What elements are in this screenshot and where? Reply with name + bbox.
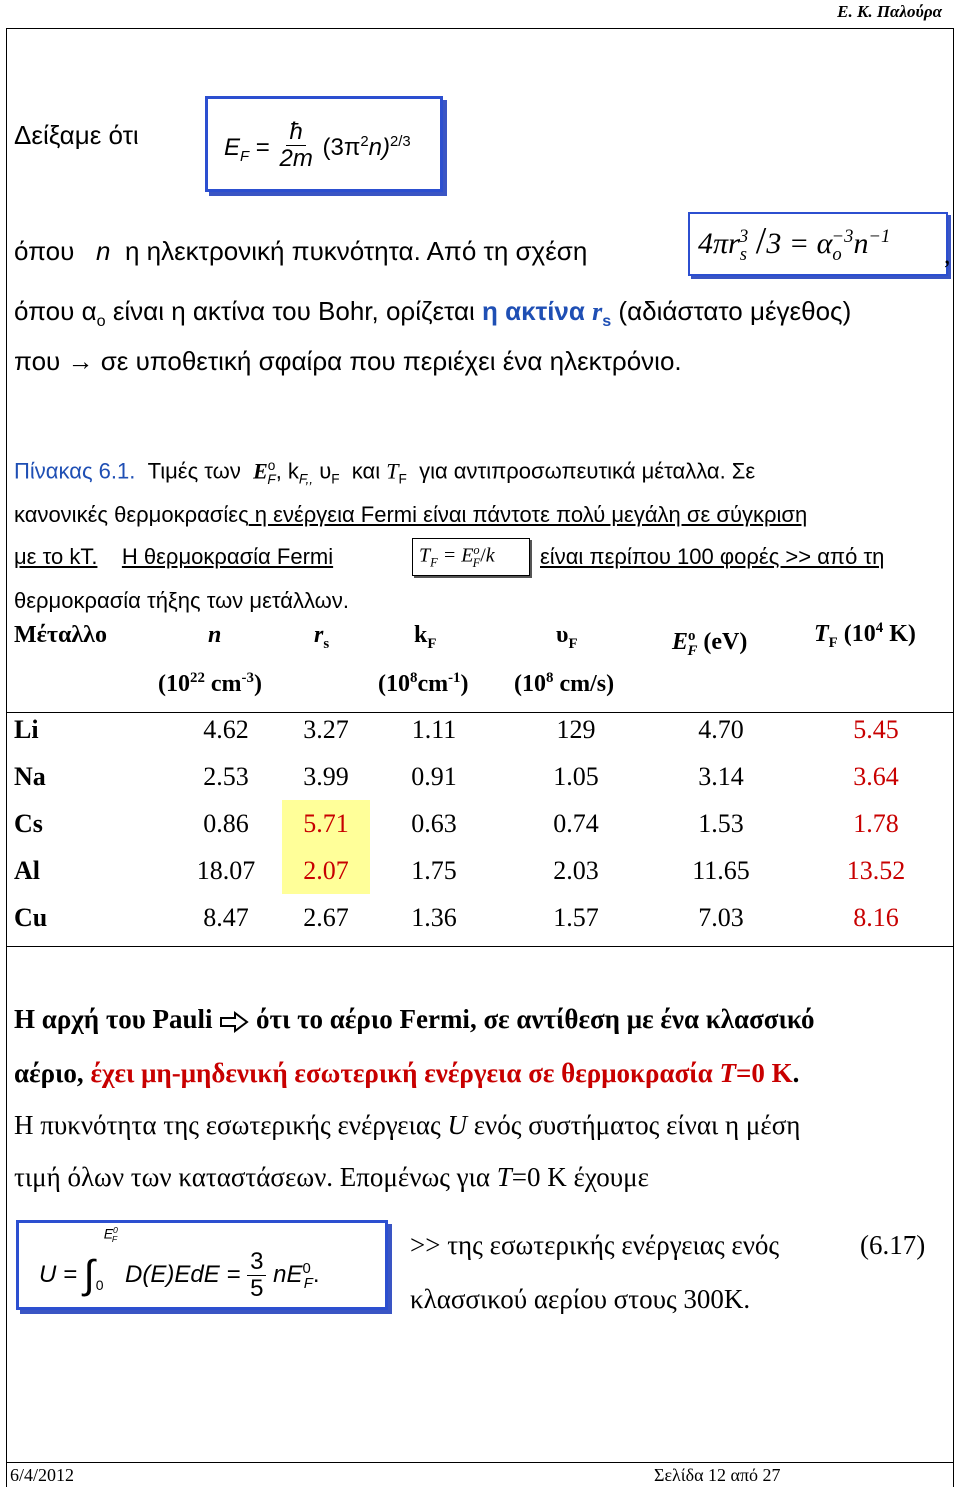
energy-line1: Η πυκνότητα της εσωτερικής ενέργειας U ενός συστήματος είναι η μέση bbox=[14, 1110, 801, 1140]
header-metal: Μέταλλο bbox=[14, 622, 107, 648]
hollow-right-arrow-icon bbox=[219, 1011, 249, 1033]
cell-n: 4.62 bbox=[203, 715, 249, 744]
header-n: n bbox=[208, 622, 222, 648]
top-rule bbox=[6, 28, 954, 29]
cell-rs: 3.99 bbox=[303, 762, 349, 791]
rs-relation: $4\pi r_s^3$ $/3 = \alpha_o^{-3}n^{-1}$ bbox=[698, 220, 891, 265]
side-note-line1: >> της εσωτερικής ενέργειας ενός bbox=[410, 1230, 780, 1260]
cell-kf: 0.91 bbox=[411, 762, 457, 791]
cell-tf: 13.52 bbox=[846, 856, 906, 885]
header-vf: $\upsilon_F$ bbox=[556, 622, 578, 652]
cell-tf: 3.64 bbox=[853, 762, 899, 791]
header-rs: $r_s$ bbox=[314, 622, 330, 652]
cell-ef: 7.03 bbox=[698, 903, 744, 932]
table-caption-line3-end: είναι περίπου 100 φορές >> από τη bbox=[540, 544, 885, 569]
cell-tf: 8.16 bbox=[853, 903, 899, 932]
cell-n: 8.47 bbox=[203, 903, 249, 932]
cell-vf: 2.03 bbox=[553, 856, 599, 885]
cell-metal: Li bbox=[14, 715, 39, 744]
header-kf: $k_F$ bbox=[414, 622, 437, 652]
pauli-line1: Η αρχή του Pauli ότι το αέριο Fermi, σε αντίθεση με ένα κλασσικό bbox=[14, 1004, 815, 1034]
cell-kf: 1.36 bbox=[411, 903, 457, 932]
table-row bbox=[6, 800, 954, 847]
cell-kf: 0.63 bbox=[411, 809, 457, 838]
cell-vf: 1.05 bbox=[553, 762, 599, 791]
header-ef: $E^o_F$ (eV) bbox=[672, 628, 748, 659]
cell-ef: 1.53 bbox=[698, 809, 744, 838]
fermi-energy-formula bbox=[205, 96, 443, 192]
internal-energy-formula: U = ∫ $E^0_F$ 0 D(E)EdE = $\frac{3}{5}$ $nE^0_F$. bbox=[16, 1220, 388, 1310]
cell-metal: Na bbox=[14, 762, 46, 791]
cell-n: 0.86 bbox=[203, 809, 249, 838]
table-caption-line2: κανονικές θερμοκρασίες η ενέργεια Fermi είναι πάντοτε πολύ μεγάλη σε σύγκριση bbox=[14, 502, 808, 527]
cell-ef: 3.14 bbox=[698, 762, 744, 791]
table-caption-line4: θερμοκρασία τήξης των μετάλλων. bbox=[14, 588, 349, 613]
table-row bbox=[6, 847, 954, 894]
energy-line2: τιμή όλων των καταστάσεων. Επομένως για T=0 K έχουμε bbox=[14, 1162, 649, 1192]
cell-ef: 11.65 bbox=[692, 856, 750, 885]
rs-relation-box bbox=[688, 212, 948, 276]
cell-tf: 1.78 bbox=[853, 809, 899, 838]
table-row bbox=[6, 706, 954, 753]
fermi-temperature-formula: $T_F = E^o_F/k$ bbox=[412, 538, 530, 576]
cell-vf: 1.57 bbox=[553, 903, 599, 932]
pauli-line2: αέριο, έχει μη-μηδενική εσωτερική ενέργεια σε θερμοκρασία T=0 K. bbox=[14, 1058, 800, 1088]
cell-rs: 2.07 bbox=[282, 847, 370, 894]
cell-kf: 1.11 bbox=[411, 715, 457, 744]
footer-rule bbox=[6, 1462, 954, 1463]
table-row bbox=[6, 894, 954, 941]
bohr-radius-line: όπου $\alpha_o$ είναι η ακτίνα του Bohr, ορίζεται η ακτίνα $r_s$ (αδιάστατο μέγεθος) bbox=[14, 296, 852, 331]
formula-fermi-energy: $E_F$ = $\frac{ħ}{2m}$ $(3\pi^2n)^{2/3}$ bbox=[224, 118, 411, 173]
cell-vf: 0.74 bbox=[553, 809, 599, 838]
unit-n: ($10^{22}$ $cm^{-3}$) bbox=[158, 670, 262, 697]
integral-sign: ∫ $E^0_F$ 0 bbox=[83, 1225, 118, 1297]
unit-kf: $(10^8cm^{-1})$ bbox=[378, 670, 469, 697]
cell-metal: Al bbox=[14, 856, 40, 885]
cell-tf: 5.45 bbox=[853, 715, 899, 744]
cell-rs: 5.71 bbox=[282, 800, 370, 847]
cell-rs: 3.27 bbox=[303, 715, 349, 744]
relation-comma: , bbox=[944, 240, 951, 269]
header-tf: $T_F$ ($10^4$ K) bbox=[814, 620, 916, 651]
table-caption-line3: με το kT. Η θερμοκρασία Fermi bbox=[14, 544, 334, 569]
table-row bbox=[6, 753, 954, 800]
cell-kf: 1.75 bbox=[411, 856, 457, 885]
cell-metal: Cs bbox=[14, 809, 43, 838]
cell-vf: 129 bbox=[556, 715, 596, 744]
table-caption-line1: Πίνακας 6.1. Τιμές των $E^o_F$, $k_{F,,}$ $\upsilon_F$ και $T_F$ για αντιπροσωπευτικά μέταλλα. Σε bbox=[14, 458, 756, 487]
sphere-line: που → σε υποθετική σφαίρα που περιέχει ένα ηλεκτρόνιο. bbox=[14, 346, 682, 376]
table-bottom-rule bbox=[6, 946, 954, 947]
density-definition: όπου n η ηλεκτρονική πυκνότητα. Από τη σχέση bbox=[14, 236, 588, 266]
footer-date: 6/4/2012 bbox=[10, 1465, 75, 1485]
header-author: Ε. Κ. Παλούρα bbox=[837, 2, 942, 21]
right-arrow-icon: → bbox=[67, 346, 94, 376]
cell-rs: 2.67 bbox=[303, 903, 349, 932]
side-note-line2: κλασσικού αερίου στους 300K. bbox=[410, 1284, 751, 1314]
cell-metal: Cu bbox=[14, 903, 48, 932]
cell-n: 2.53 bbox=[203, 762, 249, 791]
cell-ef: 4.70 bbox=[698, 715, 744, 744]
footer-page: Σελίδα 12 από 27 bbox=[654, 1465, 781, 1485]
intro-lead: Δείξαμε ότι bbox=[14, 120, 139, 150]
unit-vf: ($10^8$ cm/s) bbox=[514, 670, 615, 697]
equation-number: (6.17) bbox=[860, 1230, 926, 1260]
cell-n: 18.07 bbox=[196, 856, 256, 885]
